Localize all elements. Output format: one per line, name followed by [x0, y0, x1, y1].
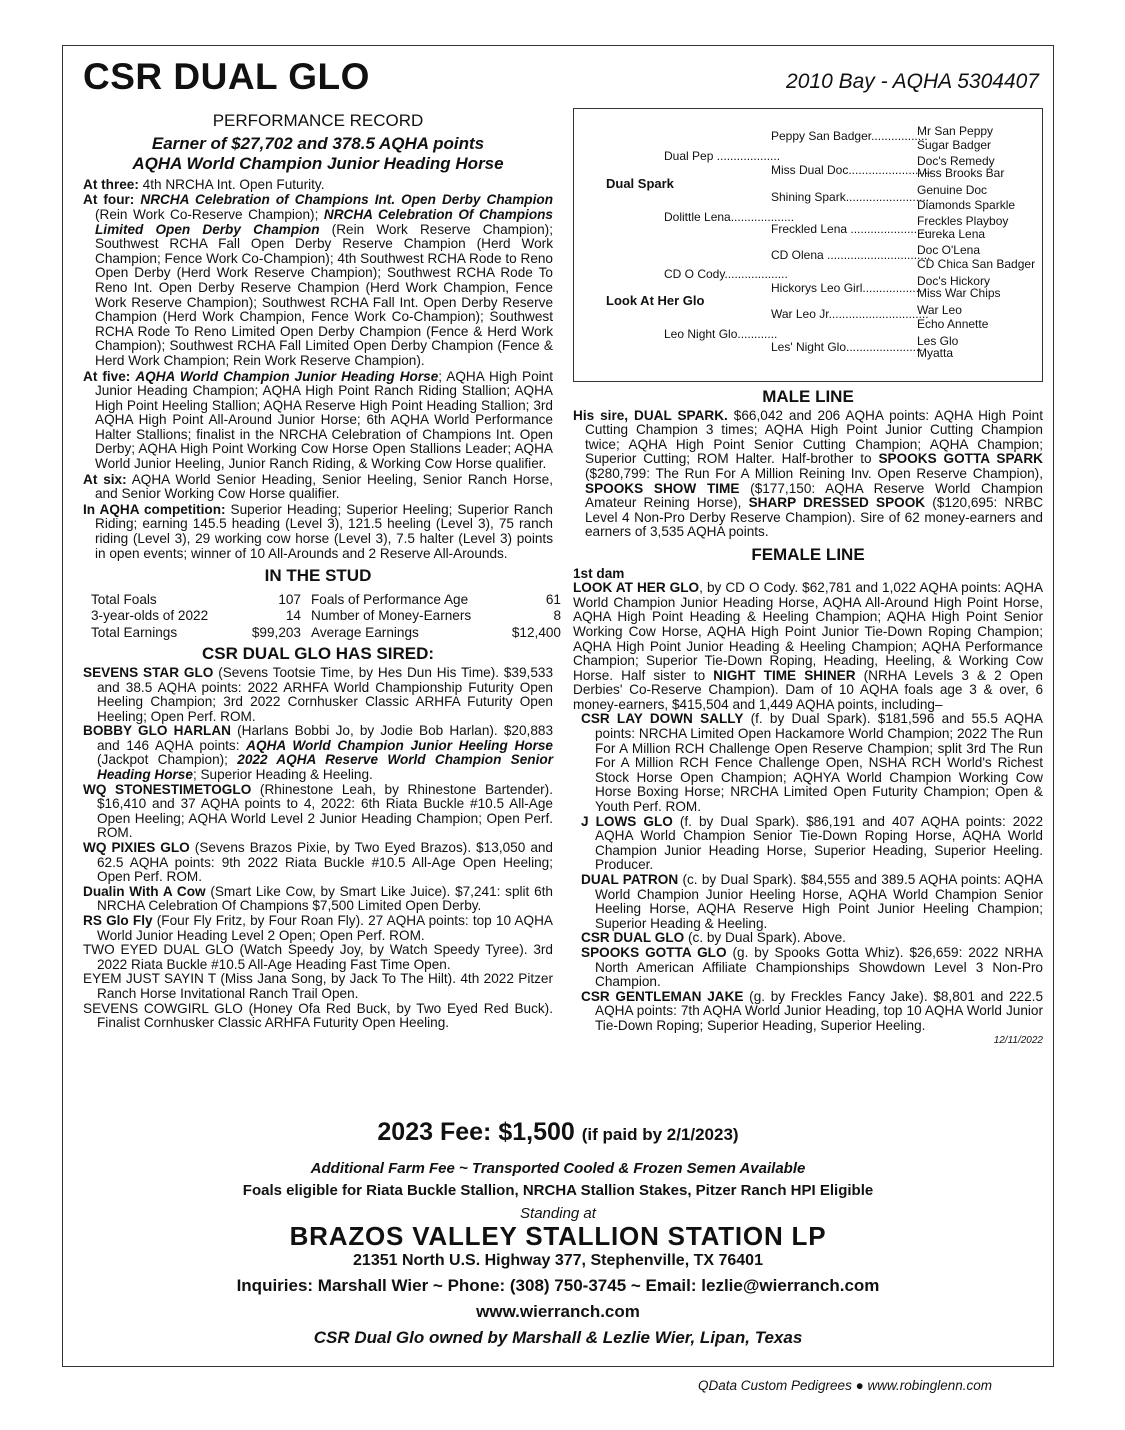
pedigree-ancestor: Les' Night Glo....................... — [771, 340, 923, 354]
champion-line: AQHA World Champion Junior Heading Horse — [132, 154, 504, 174]
stud-value: 107 — [278, 591, 301, 607]
pedigree-chart — [573, 108, 1043, 382]
produce-entry: CSR DUAL GLO (c. by Dual Spark). Above. — [581, 930, 846, 946]
first-dam-text: LOOK AT HER GLO, by CD O Cody. $62,781 and 1,022 AQHA points: AQHA World Champion Junior Heading Horse, AQHA All-Around High Point Horse, AQHA High Point Heading & Heeling Champion; AQHA High Point Senior Working Cow Horse, AQHA High Point Junior Tie-Down Roping Champion; AQHA High Point Junior Heading & Heeling Champion; AQHA Performance Champion; Superior Tie-Down Roping, Heading, Heeling, & Working Cow Horse. Half sister to NIGHT TIME SHINER (NRHA Levels 3 & 2 Open Derbies' Co-Reserve Champion). Dam of 10 AQHA foals age 3 & over, 6 money-earners, $415,504 and 1,449 AQHA points, including– — [573, 580, 1044, 712]
owner-line: CSR Dual Glo owned by Marshall & Lezlie Wier, Lipan, Texas — [313, 1328, 803, 1347]
inquiries-line: Inquiries: Marshall Wier ~ Phone: (308) 750-3745 ~ Email: lezlie@wierranch.com — [236, 1276, 880, 1295]
pedigree-ancestor: Miss Dual Doc......................... — [771, 163, 932, 177]
pedigree-ancestor: CD O Cody................... — [664, 267, 788, 281]
print-date: 12/11/2022 — [993, 1034, 1043, 1046]
pedigree-g4: Doc O'Lena — [917, 243, 980, 257]
offspring-entry: SEVENS COWGIRL GLO (Honey Ofa Red Buck, by Two Eyed Red Buck). Finalist Cornhusker Classic ARHFA Futurity Open Heeling. — [83, 1000, 553, 1031]
record-four: At four: NRCHA Celebration of Champions Int. Open Derby Champion (Rein Work Co-Reserve Champion); NRCHA Celebration Of Champions Limited Open Derby Champion (Rein Work Reserve Champion); Southwest RCHA Fall Open Derby Reserve Champion (Herd Work Champion; Fence Work Co-Champion); 4th Southwest RCHA Rode to Reno Open Derby (Herd Work Reserve Champion); Southwest RCHA Rode To Reno Int. Open Derby Reserve Champion (Herd Work Champion, Fence Work Reserve Champion); Southwest RCHA Fall Int. Open Derby Reserve Champion (Herd Work Champion, Fence Work Co-Champion); Southwest RCHA Rode To Reno Limited Open Derby Champion (Fence & Herd Work Champion); Southwest RCHA Fall Limited Open Derby Champion (Fence & Herd Work Champion; Rein Work Reserve Champion). — [83, 192, 553, 368]
offspring-entry: Dualin With A Cow (Smart Like Cow, by Smart Like Juice). $7,241: split 6th NRCHA Celebration Of Champions $7,500 Limited Open Derby. — [83, 883, 553, 914]
pedigree-ancestor: CD Olena ............................... — [771, 248, 931, 262]
male-line-title: MALE LINE — [762, 387, 854, 406]
registration-info: 2010 Bay - AQHA 5304407 — [786, 70, 1039, 93]
female-line-title: FEMALE LINE — [751, 544, 865, 564]
record-five: At five: AQHA World Champion Junior Heading Horse; AQHA High Point Junior Heading Champion; AQHA High Point Ranch Riding Stallion; AQHA High Point Heeling Stallion; AQHA Reserve High Point Heading Stallion; 3rd AQHA High Point All-Around Junior Horse; 6th AQHA World Performance Halter Stallions; finalist in the NRCHA Celebration of Champions Int. Open Derby; AQHA High Point Working Cow Horse Open Stallions Leader; AQHA World Junior Heeling, Junior Ranch Riding, & Working Cow Horse qualifier. — [83, 368, 553, 472]
fee-line: 2023 Fee: $1,500 (if paid by 2/1/2023) — [377, 1118, 739, 1146]
offspring-entry: WQ STONESTIMETOGLO (Rhinestone Leah, by Rhinestone Bartender). $16,410 and 37 AQHA points to 4, 2022: 6th Riata Buckle #10.5 All-Age Open Heeling; AQHA World Level 2 Junior Heading Champion; Open Perf. ROM. — [83, 781, 553, 841]
farm-fee-line: Additional Farm Fee ~ Transported Cooled & Frozen Semen Available — [310, 1160, 806, 1177]
station-address: 21351 North U.S. Highway 377, Stephenville, TX 76401 — [353, 1252, 763, 1269]
pedigree-credit: QData Custom Pedigrees ● www.robinglenn.com — [698, 1378, 993, 1393]
pedigree-ancestor: Dual Pep ................... — [664, 149, 781, 163]
pedigree-g4: Mr San Peppy — [917, 124, 994, 138]
station-name: BRAZOS VALLEY STALLION STATION LP — [289, 1221, 827, 1251]
produce-entry: CSR LAY DOWN SALLY (f. by Dual Spark). $181,596 and 55.5 AQHA points: NRCHA Limited Open Hackamore World Champion; 2022 The Run For A Million RCH Challenge Open Reserve Champion; split 3rd The Run For A Million RCH Fence Challenge Open, NSHA RCH World's Richest Stock Horse Open Champion; AQHYA World Champion Working Cow Horse Boxing Horse; NRCHA Limited Open Futurity Champion; Open & Youth Perf. ROM. — [581, 711, 1043, 815]
pedigree-g4: Doc's Hickory — [917, 274, 990, 288]
pedigree-ancestor: Leo Night Glo............ — [664, 327, 778, 341]
offspring-entry: RS Glo Fly (Four Fly Fritz, by Four Roan Fly). 27 AQHA points: top 10 AQHA World Junior Heading Level 2 Open; Open Perf. ROM. — [83, 913, 553, 943]
pedigree-sire: Dual Spark — [606, 176, 674, 191]
produce-entry: J LOWS GLO (f. by Dual Spark). $86,191 and 407 AQHA points: 2022 AQHA World Champion Senior Tie-Down Roping Horse, AQHA World Champion Junior Heading Horse, Superior Heading, Superior Heeling. Producer. — [581, 813, 1044, 873]
eligibility-line: Foals eligible for Riata Buckle Stallion, NRCHA Stallion Stakes, Pitzer Ranch HPI Eligible — [242, 1182, 874, 1199]
pedigree-g4: Miss Brooks Bar — [917, 166, 1005, 180]
earner-line: Earner of $27,702 and 378.5 AQHA points — [151, 133, 485, 153]
offspring-entry: SEVENS STAR GLO (Sevens Tootsie Time, by Hes Dun His Time). $39,533 and 38.5 AQHA points: 2022 ARHFA World Championship Futurity Open Heeling Champion; 3rd 2022 Cornhusker Classic ARHFA Futurity Open Heeling; Open Perf. ROM. — [83, 664, 554, 724]
stud-label: Total Foals — [91, 591, 157, 607]
first-dam-label: 1st dam — [573, 565, 625, 581]
stud-value: 8 — [553, 608, 561, 624]
offspring-entry: WQ PIXIES GLO (Sevens Brazos Pixie, by Two Eyed Brazos). $13,050 and 62.5 AQHA points: 9th 2022 Riata Buckle #10.5 All-Age Open Heeling; Open Perf. ROM. — [83, 840, 553, 885]
stud-title: IN THE STUD — [264, 566, 372, 586]
pedigree-g4: Doc's Remedy — [917, 154, 995, 168]
pedigree-g4: CD Chica San Badger — [917, 257, 1036, 271]
produce-entry: CSR GENTLEMAN JAKE (g. by Freckles Fancy Jake). $8,801 and 222.5 AQHA points: 7th AQHA World Junior Heading, top 10 AQHA World Junior Tie-Down Roping; Superior Heading, Superior Heeling. — [581, 988, 1044, 1033]
stud-label: Number of Money-Earners — [311, 608, 472, 624]
produce-entry: SPOOKS GOTTA GLO (g. by Spooks Gotta Whiz). $26,659: 2022 NRHA North American Affiliate Championships Showdown Level 3 Non-Pro Champion. — [581, 944, 1043, 990]
standing-at: Standing at — [520, 1205, 596, 1222]
pedigree-ancestor: Shining Spark......................... — [771, 190, 930, 204]
stud-label: Foals of Performance Age — [311, 591, 469, 607]
stud-label: Total Earnings — [91, 624, 178, 640]
pedigree-g4: Les Glo — [917, 334, 959, 348]
offspring-entry: EYEM JUST SAYIN T (Miss Jana Song, by Jack To The Hilt). 4th 2022 Pitzer Ranch Horse Invitational Ranch Trail Open. — [83, 971, 553, 1001]
sired-title: CSR DUAL GLO HAS SIRED: — [201, 644, 435, 664]
ad-page — [62, 45, 1054, 1367]
produce-entry: DUAL PATRON (c. by Dual Spark). $84,555 and 389.5 AQHA points: AQHA World Champion Junior Heeling Horse, AQHA World Champion Senior Heeling Horse, AQHA Reserve High Point Junior Heeling Champion; Superior Heading & Heeling. — [581, 872, 1043, 931]
offspring-entry: BOBBY GLO HARLAN (Harlans Bobbi Jo, by Jodie Bob Harlan). $20,883 and 146 AQHA points: AQHA World Champion Junior Heeling Horse (Jackpot Champion); 2022 AQHA Reserve World Champion Senior Heading Horse; Superior Heading & Heeling. — [83, 723, 553, 783]
record-aqha: In AQHA competition: Superior Heading; Superior Heeling; Superior Ranch Riding; earning 145.5 heading (Level 3), 121.5 heeling (Level 3), 75 ranch riding (Level 3), 29 working cow horse (Level 3), 7.5 halter (Level 3) points in open events; winner of 10 All-Arounds and 2 Reserve All-Arounds. — [83, 501, 553, 561]
stud-value: 61 — [545, 591, 561, 607]
stud-table — [91, 591, 561, 642]
pedigree-ancestor: Peppy San Badger................. — [771, 129, 928, 143]
pedigree-g4: Sugar Badger — [917, 138, 992, 152]
stud-label: Average Earnings — [311, 624, 419, 640]
pedigree-g4: Myatta — [917, 346, 954, 360]
website-link[interactable]: www.wierranch.com — [476, 1302, 640, 1321]
pedigree-g4: Freckles Playboy — [917, 214, 1009, 228]
pedigree-g4: Echo Annette — [917, 317, 989, 331]
stud-value: 14 — [285, 608, 301, 624]
right-column — [573, 108, 1043, 1048]
stud-label: 3-year-olds of 2022 — [91, 608, 209, 624]
record-three: At three: 4th NRCHA Int. Open Futurity. — [83, 176, 325, 192]
pedigree-g4: Eureka Lena — [917, 227, 986, 241]
pedigree-g4: War Leo — [917, 303, 962, 317]
performance-title: PERFORMANCE RECORD — [212, 111, 424, 130]
offspring-entry: TWO EYED DUAL GLO (Watch Speedy Joy, by Watch Speedy Tyree). 3rd 2022 Riata Buckle #10.5 All-Age Heading Fast Time Open. — [83, 942, 553, 972]
pedigree-ancestor: War Leo Jr.............................. — [771, 307, 929, 321]
pedigree-ancestor: Freckled Lena ........................ — [771, 222, 931, 236]
record-six: At six: AQHA World Senior Heading, Senior Heeling, Senior Ranch Horse, and Senior Working Cow Horse qualifier. — [83, 471, 554, 502]
pedigree-g4: Miss War Chips — [917, 286, 1001, 300]
male-line-text: His sire, DUAL SPARK. $66,042 and 206 AQHA points: AQHA High Point Cutting Champion 3 times; AQHA High Point Junior Cutting Champion twice; AQHA High Point Senior Cutting Champion; AQHA Champion; Superior Cutting; ROM Halter. Half-brother to SPOOKS GOTTA SPARK ($280,799: The Run For A Million Reining Inv. Open Reserve Champion), SPOOKS SHOW TIME ($177,150: AQHA Reserve World Champion Amateur Reining Horse), SHARP DRESSED SPOOK ($120,695: NRBC Level 4 Non-Pro Derby Reserve Champion). Sire of 62 money-earners and earners of 3,535 AQHA points. — [573, 407, 1044, 540]
horse-name: CSR DUAL GLO — [83, 56, 370, 97]
pedigree-ancestor: Dolittle Lena................... — [664, 210, 795, 224]
left-column — [83, 111, 561, 1031]
pedigree-ancestor: Hickorys Leo Girl................... — [771, 281, 926, 295]
stud-value: $99,203 — [251, 624, 301, 640]
pedigree-g4: Diamonds Sparkle — [917, 198, 1016, 212]
pedigree-dam: Look At Her Glo — [606, 293, 705, 308]
stud-value: $12,400 — [511, 624, 561, 640]
pedigree-g4: Genuine Doc — [917, 183, 988, 197]
